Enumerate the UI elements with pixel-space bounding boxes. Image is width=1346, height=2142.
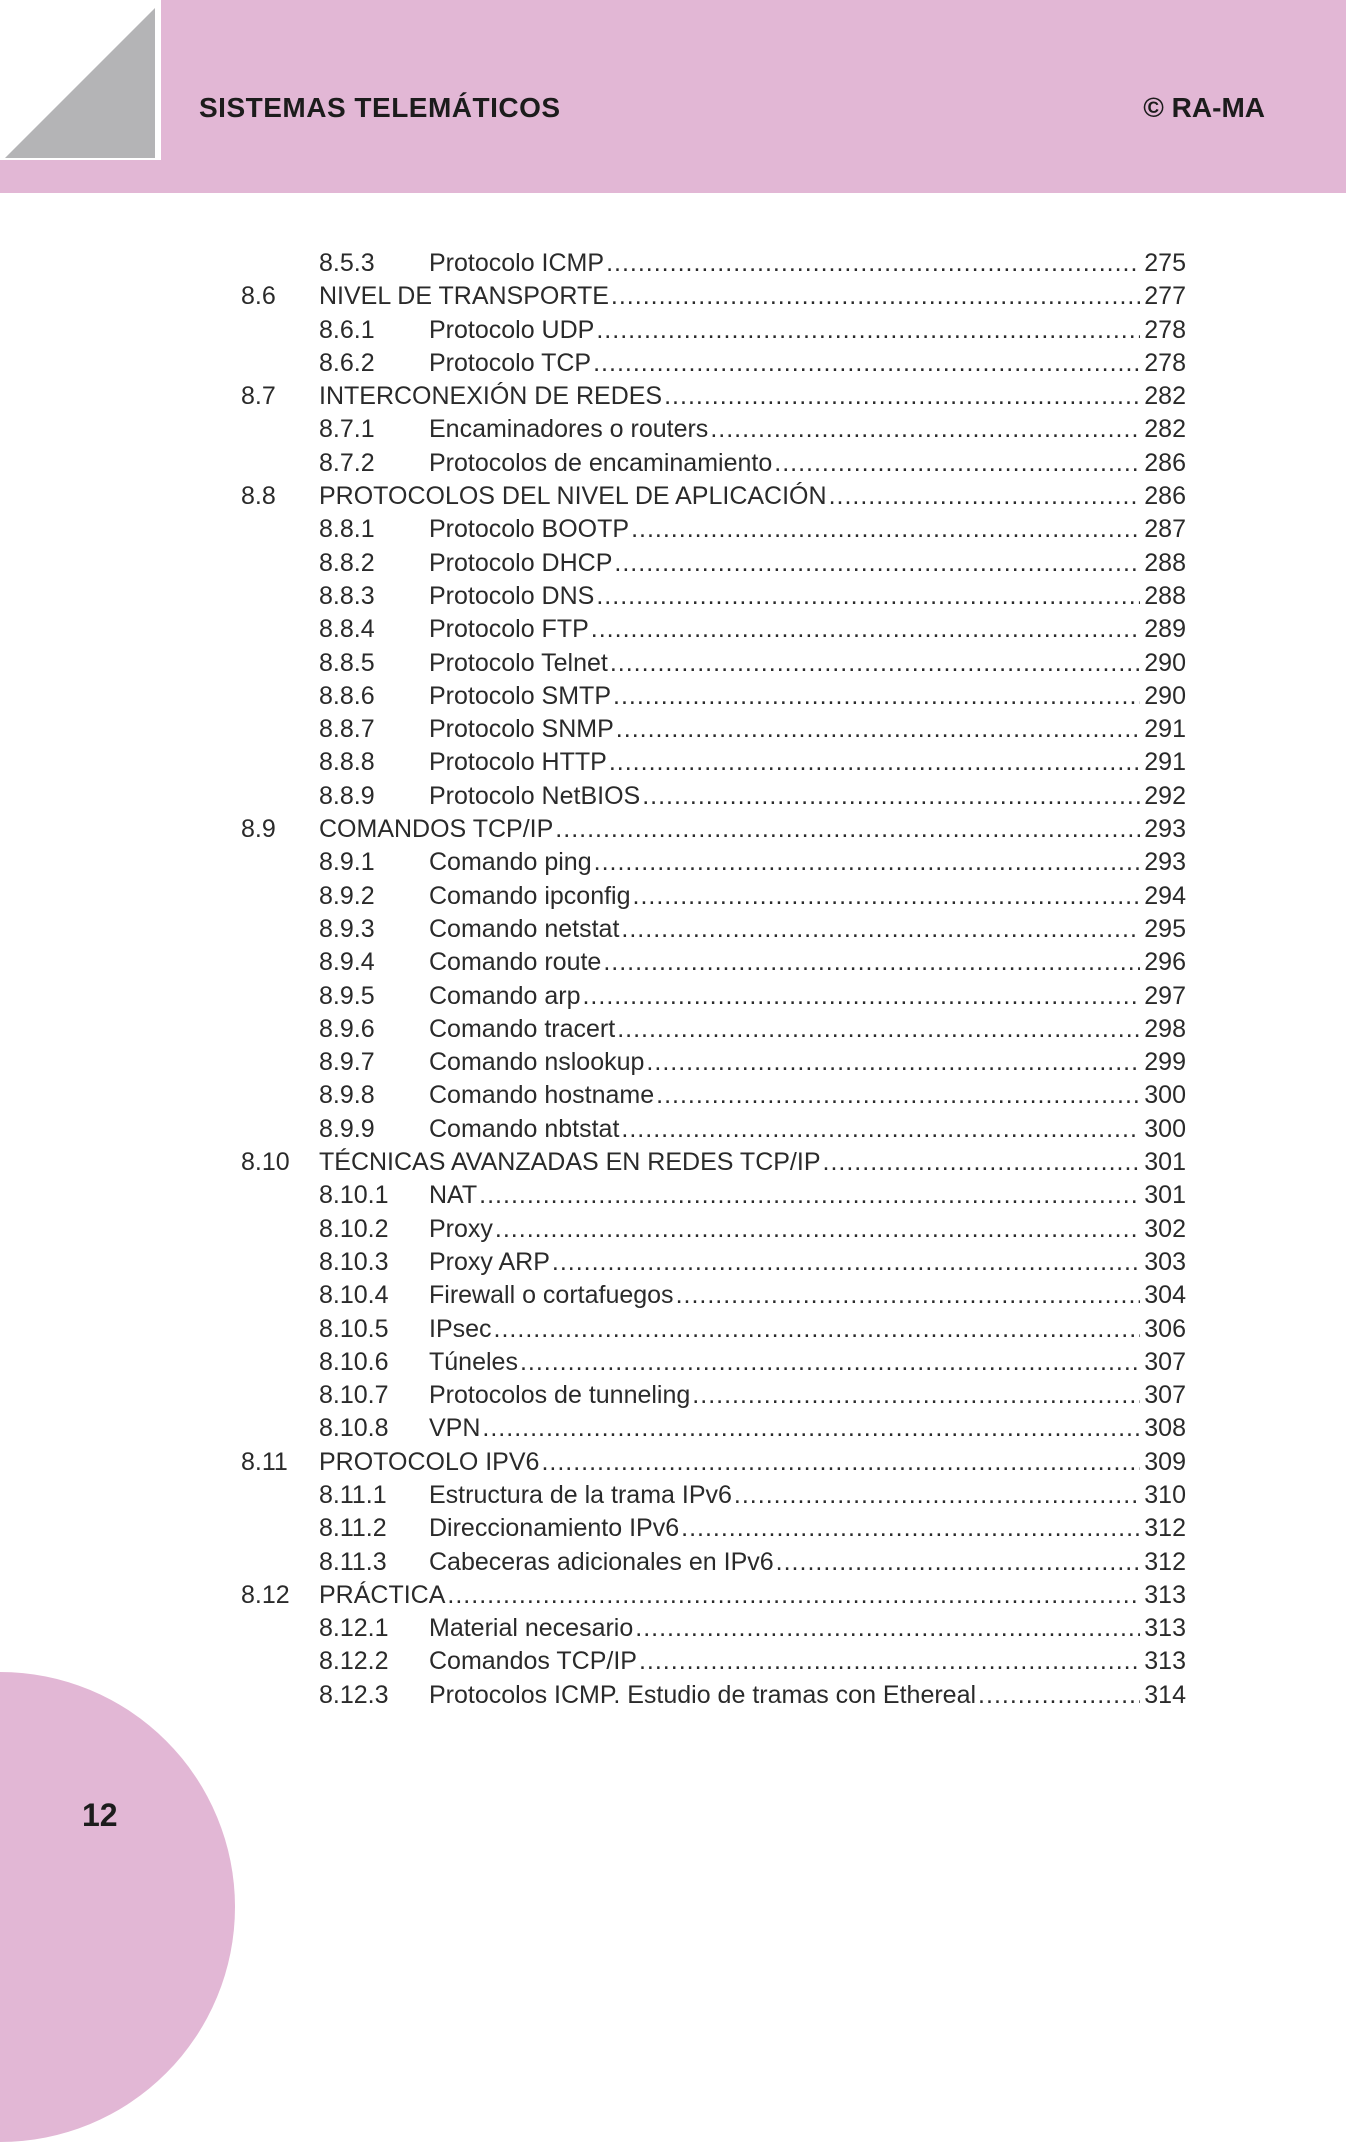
toc-leader-dots: [610, 647, 1140, 680]
toc-leader-dots: [594, 846, 1141, 879]
toc-entry-line: [429, 580, 1186, 613]
toc-leader-dots: [621, 913, 1140, 946]
toc-entry: [241, 846, 1186, 879]
toc-entry-title: Comando nslookup: [429, 1048, 645, 1077]
toc-entry-page: 288: [1144, 548, 1186, 577]
toc-entry-title: PROTOCOLO IPV6: [319, 1447, 540, 1476]
toc-leader-dots: [617, 1013, 1140, 1046]
toc-entry: [241, 1512, 1186, 1545]
toc-entry-title: Protocolo DHCP: [429, 548, 613, 577]
toc-entry-line: [429, 746, 1186, 779]
toc-leader-dots: [656, 1079, 1140, 1112]
toc-entry-page: 313: [1144, 1580, 1186, 1609]
toc-entry-page: 289: [1144, 615, 1186, 644]
toc-entry-page: 287: [1144, 515, 1186, 544]
toc-entry-number: 8.12.3: [319, 1680, 389, 1709]
toc-entry-page: 278: [1144, 348, 1186, 377]
toc-entry-line: [429, 513, 1186, 546]
toc-entry-number: 8.8.9: [319, 781, 375, 810]
toc-entry-title: Estructura de la trama IPv6: [429, 1480, 732, 1509]
toc-leader-dots: [616, 713, 1140, 746]
toc-entry-number: 8.6: [241, 282, 276, 311]
toc-entry-number: 8.11.2: [319, 1514, 387, 1543]
toc-entry-line: [429, 1046, 1186, 1079]
toc-entry-number: 8.8.3: [319, 581, 375, 610]
toc-entry-page: 292: [1144, 781, 1186, 810]
toc-leader-dots: [774, 447, 1140, 480]
page-number: 12: [82, 1797, 118, 1833]
toc-entry-line: [429, 680, 1186, 713]
toc-entry-line: [319, 480, 1186, 513]
toc-leader-dots: [606, 247, 1140, 280]
toc-entry-page: 293: [1144, 815, 1186, 844]
page-fold-triangle: [5, 8, 155, 158]
toc-entry-title: COMANDOS TCP/IP: [319, 815, 554, 844]
toc-leader-dots: [541, 1446, 1140, 1479]
toc-entry-page: 310: [1144, 1480, 1186, 1509]
toc-entry: [241, 1645, 1186, 1678]
toc-entry-title: Comando nbtstat: [429, 1114, 620, 1143]
toc-entry-title: INTERCONEXIÓN DE REDES: [319, 382, 663, 411]
toc-entry-line: [429, 1113, 1186, 1146]
toc-leader-dots: [596, 314, 1140, 347]
toc-leader-dots: [776, 1546, 1141, 1579]
toc-entry-number: 8.8.5: [319, 648, 375, 677]
toc-entry-page: 294: [1144, 881, 1186, 910]
toc-entry-page: 296: [1144, 948, 1186, 977]
toc-entry: [241, 1279, 1186, 1312]
toc-entry: [241, 580, 1186, 613]
toc-entry: [241, 1013, 1186, 1046]
toc-leader-dots: [591, 613, 1141, 646]
toc-entry: [241, 780, 1186, 813]
toc-leader-dots: [614, 547, 1140, 580]
toc-entry-number: 8.9.2: [319, 881, 375, 910]
toc-entry-page: 312: [1144, 1547, 1186, 1576]
toc-leader-dots: [494, 1313, 1141, 1346]
toc-entry-line: [429, 1013, 1186, 1046]
toc-leader-dots: [646, 1046, 1140, 1079]
toc-entry-page: 301: [1144, 1181, 1186, 1210]
toc-entry: [241, 1612, 1186, 1645]
toc-entry: [241, 1679, 1186, 1712]
toc-entry: [241, 1479, 1186, 1512]
toc-entry-title: VPN: [429, 1414, 481, 1443]
toc-entry-line: [429, 547, 1186, 580]
toc-entry-title: Protocolo BOOTP: [429, 515, 630, 544]
toc-entry-number: 8.9.9: [319, 1114, 375, 1143]
toc-entry: [241, 713, 1186, 746]
toc-entry-number: 8.10.4: [319, 1281, 389, 1310]
toc-entry: [241, 1546, 1186, 1579]
toc-entry-number: 8.9.3: [319, 914, 375, 943]
toc-entry-line: [429, 1213, 1186, 1246]
toc-entry: [241, 1346, 1186, 1379]
toc-entry-title: Protocolo FTP: [429, 615, 589, 644]
toc-entry-title: Protocolos de tunneling: [429, 1381, 691, 1410]
toc-entry-title: Comando arp: [429, 981, 581, 1010]
toc-entry-number: 8.11.3: [319, 1547, 387, 1576]
toc-entry-page: 286: [1144, 482, 1186, 511]
toc-entry-page: 295: [1144, 914, 1186, 943]
toc-entry: [241, 1379, 1186, 1412]
toc-leader-dots: [482, 1412, 1140, 1445]
toc-entry-number: 8.11: [241, 1447, 288, 1476]
toc-entry-line: [319, 1446, 1186, 1479]
toc-entry-title: TÉCNICAS AVANZADAS EN REDES TCP/IP: [319, 1148, 821, 1177]
toc-entry: [241, 413, 1186, 446]
toc-entry: [241, 813, 1186, 846]
toc-leader-dots: [582, 980, 1140, 1013]
toc-entry-line: [429, 1512, 1186, 1545]
toc-entry-line: [429, 447, 1186, 480]
toc-entry-page: 291: [1144, 748, 1186, 777]
toc-entry-page: 307: [1144, 1347, 1186, 1376]
toc-entry-line: [429, 1645, 1186, 1678]
toc-entry-title: Comandos TCP/IP: [429, 1647, 637, 1676]
toc-entry-line: [429, 1612, 1186, 1645]
toc-entry-page: 309: [1144, 1447, 1186, 1476]
toc-entry: [241, 1313, 1186, 1346]
toc-entry: [241, 913, 1186, 946]
toc-entry-page: 299: [1144, 1048, 1186, 1077]
toc-entry: [241, 1246, 1186, 1279]
toc-entry-title: IPsec: [429, 1314, 492, 1343]
toc-entry: [241, 480, 1186, 513]
toc-entry-title: Proxy: [429, 1214, 493, 1243]
toc-entry-line: [429, 1679, 1186, 1712]
toc-entry-number: 8.10: [241, 1148, 290, 1177]
toc-entry-page: 282: [1144, 415, 1186, 444]
toc-leader-dots: [447, 1579, 1140, 1612]
toc-entry-line: [429, 980, 1186, 1013]
toc-entry-title: PRÁCTICA: [319, 1580, 446, 1609]
toc-entry-title: Comando ipconfig: [429, 881, 631, 910]
toc-entry: [241, 680, 1186, 713]
toc-entry-title: Protocolo SNMP: [429, 715, 614, 744]
toc-entry-number: 8.9.7: [319, 1048, 375, 1077]
toc-entry-line: [429, 713, 1186, 746]
toc-entry-title: Cabeceras adicionales en IPv6: [429, 1547, 774, 1576]
toc-entry: [241, 1446, 1186, 1479]
toc-entry: [241, 746, 1186, 779]
toc-entry: [241, 280, 1186, 313]
toc-entry-number: 8.10.5: [319, 1314, 389, 1343]
toc-entry-title: Comando hostname: [429, 1081, 655, 1110]
toc-entry-line: [429, 1412, 1186, 1445]
toc-entry-title: Túneles: [429, 1347, 518, 1376]
toc-entry-title: Protocolos de encaminamiento: [429, 448, 773, 477]
toc-entry-line: [429, 247, 1186, 280]
toc-entry-title: Proxy ARP: [429, 1247, 550, 1276]
toc-entry-number: 8.8.4: [319, 615, 375, 644]
toc-entry-line: [429, 1379, 1186, 1412]
toc-entry-page: 288: [1144, 581, 1186, 610]
toc-entry-number: 8.9.1: [319, 848, 375, 877]
toc-entry: [241, 613, 1186, 646]
publisher-copyright: © RA-MA: [1143, 92, 1265, 123]
toc-leader-dots: [520, 1346, 1140, 1379]
toc-entry-title: Comando route: [429, 948, 602, 977]
toc-entry: [241, 880, 1186, 913]
toc-leader-dots: [823, 1146, 1141, 1179]
toc-entry-title: Protocolo DNS: [429, 581, 595, 610]
toc-leader-dots: [664, 380, 1140, 413]
toc-entry-page: 282: [1144, 382, 1186, 411]
toc-leader-dots: [676, 1279, 1141, 1312]
toc-entry-title: NIVEL DE TRANSPORTE: [319, 282, 609, 311]
toc-entry-number: 8.10.2: [319, 1214, 389, 1243]
toc-entry-title: Protocolos ICMP. Estudio de tramas con Ethereal: [429, 1680, 977, 1709]
toc-entry-page: 290: [1144, 681, 1186, 710]
toc-entry: [241, 1146, 1186, 1179]
toc-entry-page: 277: [1144, 282, 1186, 311]
toc-leader-dots: [639, 1645, 1140, 1678]
toc-leader-dots: [603, 946, 1140, 979]
toc-entry-line: [429, 1346, 1186, 1379]
toc-leader-dots: [593, 347, 1140, 380]
toc-entry-page: 307: [1144, 1381, 1186, 1410]
toc-entry: [241, 513, 1186, 546]
toc-entry-line: [429, 347, 1186, 380]
toc-leader-dots: [978, 1679, 1140, 1712]
toc-leader-dots: [552, 1246, 1140, 1279]
toc-entry-number: 8.8: [241, 482, 276, 511]
toc-entry-line: [319, 1579, 1186, 1612]
toc-leader-dots: [710, 413, 1140, 446]
toc-entry-title: Encaminadores o routers: [429, 415, 709, 444]
toc-entry-line: [319, 813, 1186, 846]
toc-entry-number: 8.10.7: [319, 1381, 389, 1410]
toc-entry-page: 275: [1144, 249, 1186, 277]
toc-entry: [241, 447, 1186, 480]
toc-leader-dots: [642, 780, 1140, 813]
toc-entry: [241, 247, 1186, 280]
toc-entry-number: 8.8.1: [319, 515, 375, 544]
toc-entry-number: 8.6.2: [319, 348, 375, 377]
toc-entry-line: [429, 1479, 1186, 1512]
toc-entry-number: 8.12.2: [319, 1647, 389, 1676]
toc-leader-dots: [681, 1512, 1140, 1545]
toc-entry-number: 8.10.3: [319, 1247, 389, 1276]
toc-entry: [241, 1079, 1186, 1112]
toc-entry-line: [429, 1279, 1186, 1312]
toc-leader-dots: [633, 880, 1141, 913]
toc-entry-number: 8.8.8: [319, 748, 375, 777]
toc-entry-page: 308: [1144, 1414, 1186, 1443]
toc-entry: [241, 314, 1186, 347]
toc-leader-dots: [555, 813, 1140, 846]
toc-entry-number: 8.10.1: [319, 1181, 389, 1210]
toc-entry: [241, 1213, 1186, 1246]
toc-entry-number: 8.12: [241, 1580, 290, 1609]
toc-entry-page: 300: [1144, 1081, 1186, 1110]
toc-entry-title: Protocolo ICMP: [429, 249, 605, 277]
toc-entry-page: 301: [1144, 1148, 1186, 1177]
toc-entry: [241, 1046, 1186, 1079]
toc-entry-title: Comando ping: [429, 848, 592, 877]
toc-entry-number: 8.10.6: [319, 1347, 389, 1376]
toc-entry-page: 297: [1144, 981, 1186, 1010]
toc-leader-dots: [611, 280, 1140, 313]
toc-entry-number: 8.9.6: [319, 1014, 375, 1043]
toc-entry-page: 298: [1144, 1014, 1186, 1043]
toc-entry-title: Direccionamiento IPv6: [429, 1514, 680, 1543]
toc-entry-line: [429, 1079, 1186, 1112]
toc-entry-page: 291: [1144, 715, 1186, 744]
toc-entry-title: Comando tracert: [429, 1014, 616, 1043]
toc-entry-line: [319, 380, 1186, 413]
toc-entry-line: [429, 946, 1186, 979]
toc-entry: [241, 1179, 1186, 1212]
toc-entry: [241, 1113, 1186, 1146]
toc-entry: [241, 946, 1186, 979]
toc-entry-number: 8.7.1: [319, 415, 375, 444]
toc-entry-line: [429, 647, 1186, 680]
toc-entry-page: 313: [1144, 1614, 1186, 1643]
toc-entry-title: Protocolo UDP: [429, 315, 595, 344]
toc-leader-dots: [495, 1213, 1140, 1246]
toc-entry-page: 304: [1144, 1281, 1186, 1310]
toc-entry-line: [429, 314, 1186, 347]
toc-entry-title: Protocolo SMTP: [429, 681, 612, 710]
toc-entry-number: 8.11.1: [319, 1480, 387, 1509]
toc-entry-number: 8.8.7: [319, 715, 375, 744]
toc-entry-line: [429, 880, 1186, 913]
toc-entry: [241, 1579, 1186, 1612]
toc-leader-dots: [635, 1612, 1140, 1645]
toc-entry-line: [429, 913, 1186, 946]
toc-entry-title: Protocolo NetBIOS: [429, 781, 641, 810]
toc-leader-dots: [692, 1379, 1140, 1412]
toc-entry-line: [429, 1313, 1186, 1346]
toc-entry-title: PROTOCOLOS DEL NIVEL DE APLICACIÓN: [319, 482, 827, 511]
toc-entry-page: 300: [1144, 1114, 1186, 1143]
toc-entry-title: Comando netstat: [429, 914, 620, 943]
toc-entry-title: Protocolo Telnet: [429, 648, 608, 677]
toc-entry-line: [429, 1179, 1186, 1212]
toc-entry: [241, 347, 1186, 380]
toc-entry-title: Protocolo HTTP: [429, 748, 607, 777]
toc-entry: [241, 980, 1186, 1013]
toc-entry-line: [429, 1546, 1186, 1579]
toc-entry-number: 8.6.1: [319, 315, 375, 344]
toc-entry-title: Material necesario: [429, 1614, 634, 1643]
toc-leader-dots: [596, 580, 1140, 613]
toc-entry-page: 314: [1144, 1680, 1186, 1709]
page-number-circle: [0, 1672, 235, 2142]
toc-entry-line: [319, 1146, 1186, 1179]
toc-entry-line: [429, 613, 1186, 646]
toc-entry: [241, 647, 1186, 680]
toc-leader-dots: [631, 513, 1140, 546]
toc-entry-page: 303: [1144, 1247, 1186, 1276]
toc-entry-number: 8.10.8: [319, 1414, 389, 1443]
toc-entry-page: 302: [1144, 1214, 1186, 1243]
toc-entry-title: Firewall o cortafuegos: [429, 1281, 674, 1310]
toc-entry-number: 8.12.1: [319, 1614, 389, 1643]
toc-entry-number: 8.8.2: [319, 548, 375, 577]
toc-leader-dots: [609, 746, 1140, 779]
toc-leader-dots: [613, 680, 1140, 713]
toc-entry-title: Protocolo TCP: [429, 348, 592, 377]
toc-leader-dots: [734, 1479, 1140, 1512]
toc-entry: [241, 1412, 1186, 1445]
toc-entry-page: 286: [1144, 448, 1186, 477]
toc-entry-page: 278: [1144, 315, 1186, 344]
book-title: SISTEMAS TELEMÁTICOS: [199, 92, 561, 123]
toc-entry: [241, 547, 1186, 580]
toc-leader-dots: [829, 480, 1141, 513]
toc-entry-number: 8.9: [241, 815, 276, 844]
toc-entry-page: 306: [1144, 1314, 1186, 1343]
toc-entry-page: 290: [1144, 648, 1186, 677]
toc-entry-line: [429, 846, 1186, 879]
toc-entry-number: 8.9.8: [319, 1081, 375, 1110]
toc-entry-number: 8.7.2: [319, 448, 375, 477]
toc-entry-number: 8.5.3: [319, 249, 375, 277]
toc-entry-number: 8.9.5: [319, 981, 375, 1010]
toc-entry-line: [429, 1246, 1186, 1279]
toc-entry-line: [319, 280, 1186, 313]
toc-entry-line: [429, 780, 1186, 813]
toc-entry-number: 8.8.6: [319, 681, 375, 710]
table-of-contents: [241, 247, 1186, 1712]
toc-entry-number: 8.9.4: [319, 948, 375, 977]
toc-entry-title: NAT: [429, 1181, 478, 1210]
toc-entry-page: 313: [1144, 1647, 1186, 1676]
toc-entry-page: 312: [1144, 1514, 1186, 1543]
toc-entry: [241, 380, 1186, 413]
corner-page-fold: [0, 0, 161, 160]
toc-leader-dots: [621, 1113, 1140, 1146]
toc-leader-dots: [479, 1179, 1140, 1212]
toc-entry-number: 8.7: [241, 382, 276, 411]
toc-entry-page: 293: [1144, 848, 1186, 877]
toc-entry-line: [429, 413, 1186, 446]
